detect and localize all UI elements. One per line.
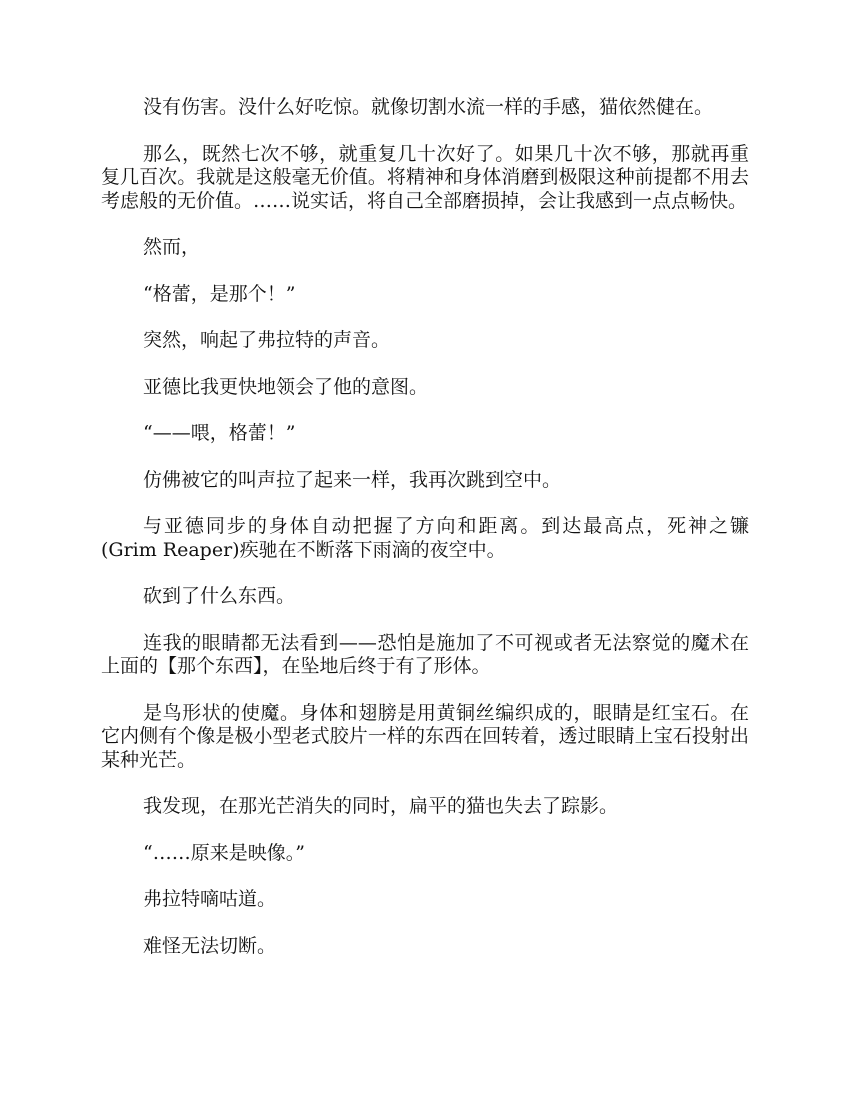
- paragraph: 难怪无法切断。: [143, 934, 277, 957]
- paragraph: 没有伤害。没什么好吃惊。就像切割水流一样的手感，猫依然健在。: [143, 96, 714, 118]
- body-text: [101, 96, 749, 981]
- paragraph: 然而，: [143, 236, 201, 258]
- paragraph: 砍到了什么东西。: [143, 585, 296, 607]
- paragraph: 是鸟形状的使魔。身体和翅膀是用黄铜丝编织成的，眼睛是红宝石。在它内侧有个像是极小型老式胶片一样的东西在回转着，透过眼睛上宝石投射出某种光芒。: [101, 701, 749, 771]
- paragraph: 我发现，在那光芒消失的同时，扁平的猫也失去了踪影。: [143, 795, 619, 817]
- paragraph: 弗拉特嘀咕道。: [143, 888, 277, 910]
- paragraph: “——喂，格蕾！”: [143, 422, 296, 444]
- paragraph: 与亚德同步的身体自动把握了方向和距离。到达最高点，死神之镰(Grim Reaper)疾驰在不断落下雨滴的夜空中。: [101, 515, 749, 561]
- paragraph: 连我的眼睛都无法看到——恐怕是施加了不可视或者无法察觉的魔术在上面的【那个东西】，在坠地后终于有了形体。: [101, 631, 749, 677]
- paragraph: “格蕾，是那个！”: [143, 282, 296, 305]
- paragraph: 突然，响起了弗拉特的声音。: [143, 329, 391, 351]
- paragraph: “……原来是映像。”: [143, 841, 305, 864]
- paragraph: 亚德比我更快地领会了他的意图。: [143, 375, 429, 398]
- paragraph: 仿佛被它的叫声拉了起来一样，我再次跳到空中。: [143, 468, 562, 491]
- paragraph: 那么，既然七次不够，就重复几十次好了。如果几十次不够，那就再重复几百次。我就是这般毫无价值。将精神和身体消磨到极限这种前提都不用去考虑般的无价值。……说实话，将自己全部磨损掉，会让我感到一点点畅快。: [101, 142, 749, 212]
